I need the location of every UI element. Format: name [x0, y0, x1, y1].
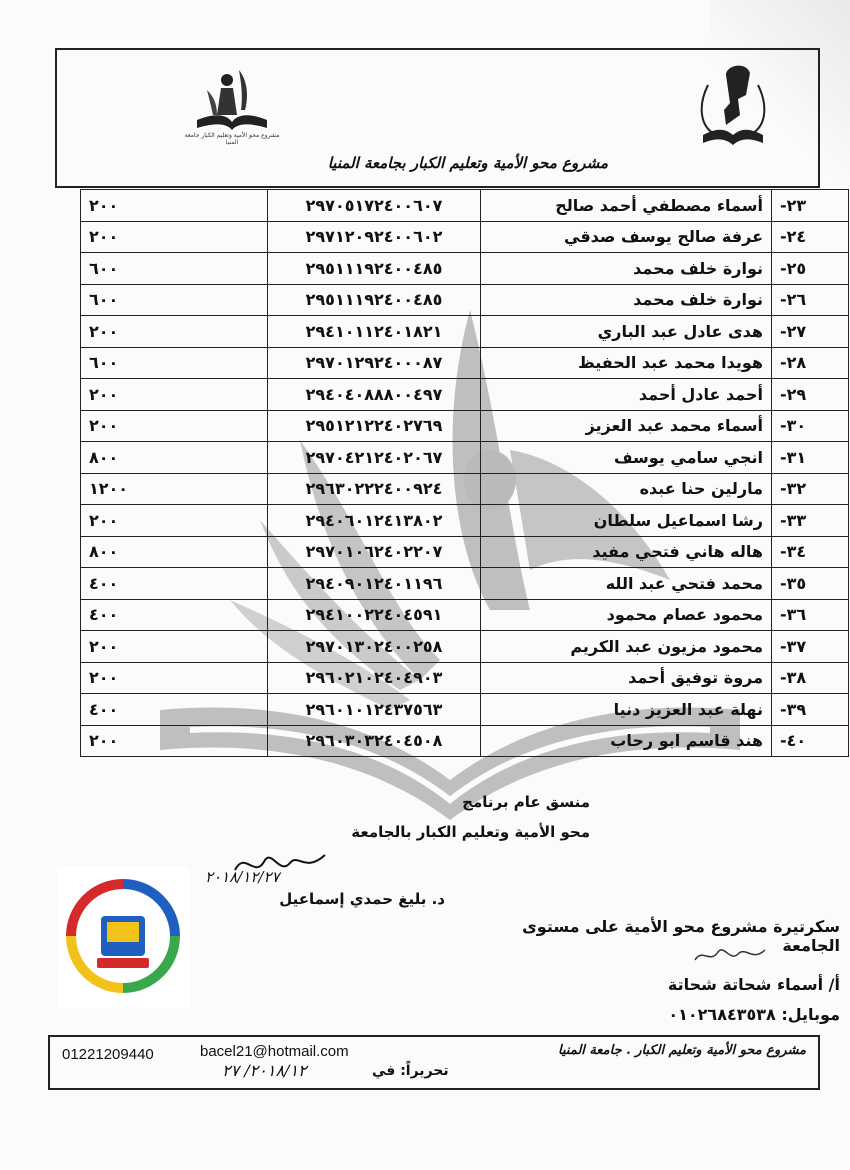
row-number-cell: -٣٠	[772, 410, 849, 442]
row-number-cell: -٢٨	[772, 347, 849, 379]
table-row	[81, 725, 849, 757]
coordinator-date: ٢٠١٨/١٢/٢٧	[205, 868, 280, 886]
coordinator-title: منسق عام برنامج	[462, 793, 590, 811]
name-cell: هويدا محمد عبد الحفيظ	[481, 347, 772, 379]
row-number-cell: -٣٦	[772, 599, 849, 631]
name-cell: هاله هاني فتحي مفيد	[481, 536, 772, 568]
row-number-cell: -٢٦	[772, 284, 849, 316]
row-number-cell: -٣٢	[772, 473, 849, 505]
name-cell: نوارة خلف محمد	[481, 253, 772, 285]
name-cell: عرفة صالح يوسف صدقي	[481, 221, 772, 253]
national-id-cell: ٢٩٦٠٣٠٣٢٤٠٤٥٠٨	[268, 725, 481, 757]
amount-cell: ٤٠٠	[81, 694, 268, 726]
table-row	[81, 253, 849, 285]
row-number-cell: -٢٥	[772, 253, 849, 285]
name-cell: مروة توفيق أحمد	[481, 662, 772, 694]
name-cell: هدى عادل عبد الباري	[481, 316, 772, 348]
name-cell: رشا اسماعيل سلطان	[481, 505, 772, 537]
amount-cell: ٢٠٠	[81, 379, 268, 411]
name-cell: محمود مزيون عبد الكريم	[481, 631, 772, 663]
national-id-cell: ٢٩٤١٠٠٢٢٤٠٤٥٩١	[268, 599, 481, 631]
table-row	[81, 631, 849, 663]
amount-cell: ٤٠٠	[81, 568, 268, 600]
national-id-cell: ٢٩٥١١١٩٢٤٠٠٤٨٥	[268, 284, 481, 316]
amount-cell: ٢٠٠	[81, 725, 268, 757]
table-row	[81, 190, 849, 222]
table-row	[81, 221, 849, 253]
national-id-cell: ٢٩٤٠٦٠١٢٤١٣٨٠٢	[268, 505, 481, 537]
name-cell: أسماء مصطفي أحمد صالح	[481, 190, 772, 222]
national-id-cell: ٢٩٦٣٠٢٢٢٤٠٠٩٢٤	[268, 473, 481, 505]
amount-cell: ٨٠٠	[81, 536, 268, 568]
row-number-cell: -٣١	[772, 442, 849, 474]
name-cell: نوارة خلف محمد	[481, 284, 772, 316]
national-id-cell: ٢٩٧٠٥١٧٢٤٠٠٦٠٧	[268, 190, 481, 222]
name-cell: نهلة عبد العزيز دنيا	[481, 694, 772, 726]
secretary-title: سكرتيرة مشروع محو الأمية على مستوى الجامعة	[522, 917, 840, 955]
amount-cell: ٦٠٠	[81, 284, 268, 316]
row-number-cell: -٢٩	[772, 379, 849, 411]
name-cell: محمود عصام محمود	[481, 599, 772, 631]
minia-university-nefertiti-logo-icon	[688, 55, 778, 155]
table-row	[81, 536, 849, 568]
document-footer	[48, 1035, 820, 1090]
row-number-cell: -٣٣	[772, 505, 849, 537]
secretary-mobile: موبايل: ٠١٠٢٦٨٤٣٥٣٨	[668, 1005, 840, 1024]
footer-date: ٢٠١٨/١٢/ ٢٧	[222, 1061, 307, 1080]
footer-phone: 01221209440	[62, 1046, 154, 1063]
name-cell: مارلين حنا عبده	[481, 473, 772, 505]
national-id-cell: ٢٩٧٠١٣٠٢٤٠٠٢٥٨	[268, 631, 481, 663]
row-number-cell: -٢٤	[772, 221, 849, 253]
row-number-cell: -٣٩	[772, 694, 849, 726]
coordinator-subtitle: محو الأمية وتعليم الكبار بالجامعة	[351, 823, 590, 841]
document-header	[55, 48, 820, 188]
row-number-cell: -٤٠	[772, 725, 849, 757]
amount-cell: ٨٠٠	[81, 442, 268, 474]
amount-cell: ٢٠٠	[81, 410, 268, 442]
national-id-cell: ٢٩٧٠١٠٦٢٤٠٢٢٠٧	[268, 536, 481, 568]
table-row	[81, 694, 849, 726]
logo-caption: مشروع محو الأمية وتعليم الكبار جامعة المنيا	[184, 132, 280, 146]
amount-cell: ٢٠٠	[81, 662, 268, 694]
participants-table	[80, 189, 849, 757]
footer-title: مشروع محو الأمية وتعليم الكبار . جامعة المنيا	[558, 1043, 806, 1058]
national-id-cell: ٢٩٤١٠١١٢٤٠١٨٢١	[268, 316, 481, 348]
amount-cell: ٤٠٠	[81, 599, 268, 631]
amount-cell: ٢٠٠	[81, 316, 268, 348]
table-row	[81, 284, 849, 316]
name-cell: أسماء محمد عبد العزيز	[481, 410, 772, 442]
header-title: مشروع محو الأمية وتعليم الكبار بجامعة المنيا	[327, 154, 608, 172]
name-cell: محمد فتحي عبد الله	[481, 568, 772, 600]
row-number-cell: -٣٤	[772, 536, 849, 568]
row-number-cell: -٣٨	[772, 662, 849, 694]
amount-cell: ٦٠٠	[81, 253, 268, 285]
table-row	[81, 568, 849, 600]
national-id-cell: ٢٩٥١٢١٢٢٤٠٢٧٦٩	[268, 410, 481, 442]
table-row	[81, 316, 849, 348]
row-number-cell: -٣٥	[772, 568, 849, 600]
table-row	[81, 410, 849, 442]
table-row	[81, 347, 849, 379]
row-number-cell: -٣٧	[772, 631, 849, 663]
national-id-cell: ٢٩٦٠١٠١٢٤٣٧٥٦٣	[268, 694, 481, 726]
national-id-cell: ٢٩٧٠١٢٩٢٤٠٠٠٨٧	[268, 347, 481, 379]
national-id-cell: ٢٩٧٠٤٢١٢٤٠٢٠٦٧	[268, 442, 481, 474]
table-row	[81, 442, 849, 474]
table-row	[81, 662, 849, 694]
row-number-cell: -٢٣	[772, 190, 849, 222]
secretary-signature-icon	[690, 940, 770, 970]
amount-cell: ٢٠٠	[81, 505, 268, 537]
national-id-cell: ٢٩٧١٢٠٩٢٤٠٠٦٠٢	[268, 221, 481, 253]
amount-cell: ٢٠٠	[81, 190, 268, 222]
name-cell: هند قاسم ابو رحاب	[481, 725, 772, 757]
coordinator-name: د. بليغ حمدي إسماعيل	[279, 890, 445, 908]
table-row	[81, 599, 849, 631]
amount-cell: ٦٠٠	[81, 347, 268, 379]
secretary-name: أ/ أسماء شحاتة شحاتة	[667, 975, 840, 994]
footer-date-label: تحريراً: في	[372, 1063, 449, 1079]
amount-cell: ١٢٠٠	[81, 473, 268, 505]
national-id-cell: ٢٩٤٠٩٠١٢٤٠١١٩٦	[268, 568, 481, 600]
e-services-portal-badge-icon	[57, 866, 189, 1008]
table-row	[81, 473, 849, 505]
table-row	[81, 379, 849, 411]
table-row	[81, 505, 849, 537]
national-id-cell: ٢٩٤٠٤٠٨٨٨٠٠٤٩٧	[268, 379, 481, 411]
amount-cell: ٢٠٠	[81, 631, 268, 663]
row-number-cell: -٢٧	[772, 316, 849, 348]
name-cell: انجي سامي يوسف	[481, 442, 772, 474]
national-id-cell: ٢٩٥١١١٩٢٤٠٠٤٨٥	[268, 253, 481, 285]
national-id-cell: ٢٩٦٠٢١٠٢٤٠٤٩٠٣	[268, 662, 481, 694]
name-cell: أحمد عادل أحمد	[481, 379, 772, 411]
footer-email: bacel21@hotmail.com	[200, 1043, 349, 1060]
amount-cell: ٢٠٠	[81, 221, 268, 253]
